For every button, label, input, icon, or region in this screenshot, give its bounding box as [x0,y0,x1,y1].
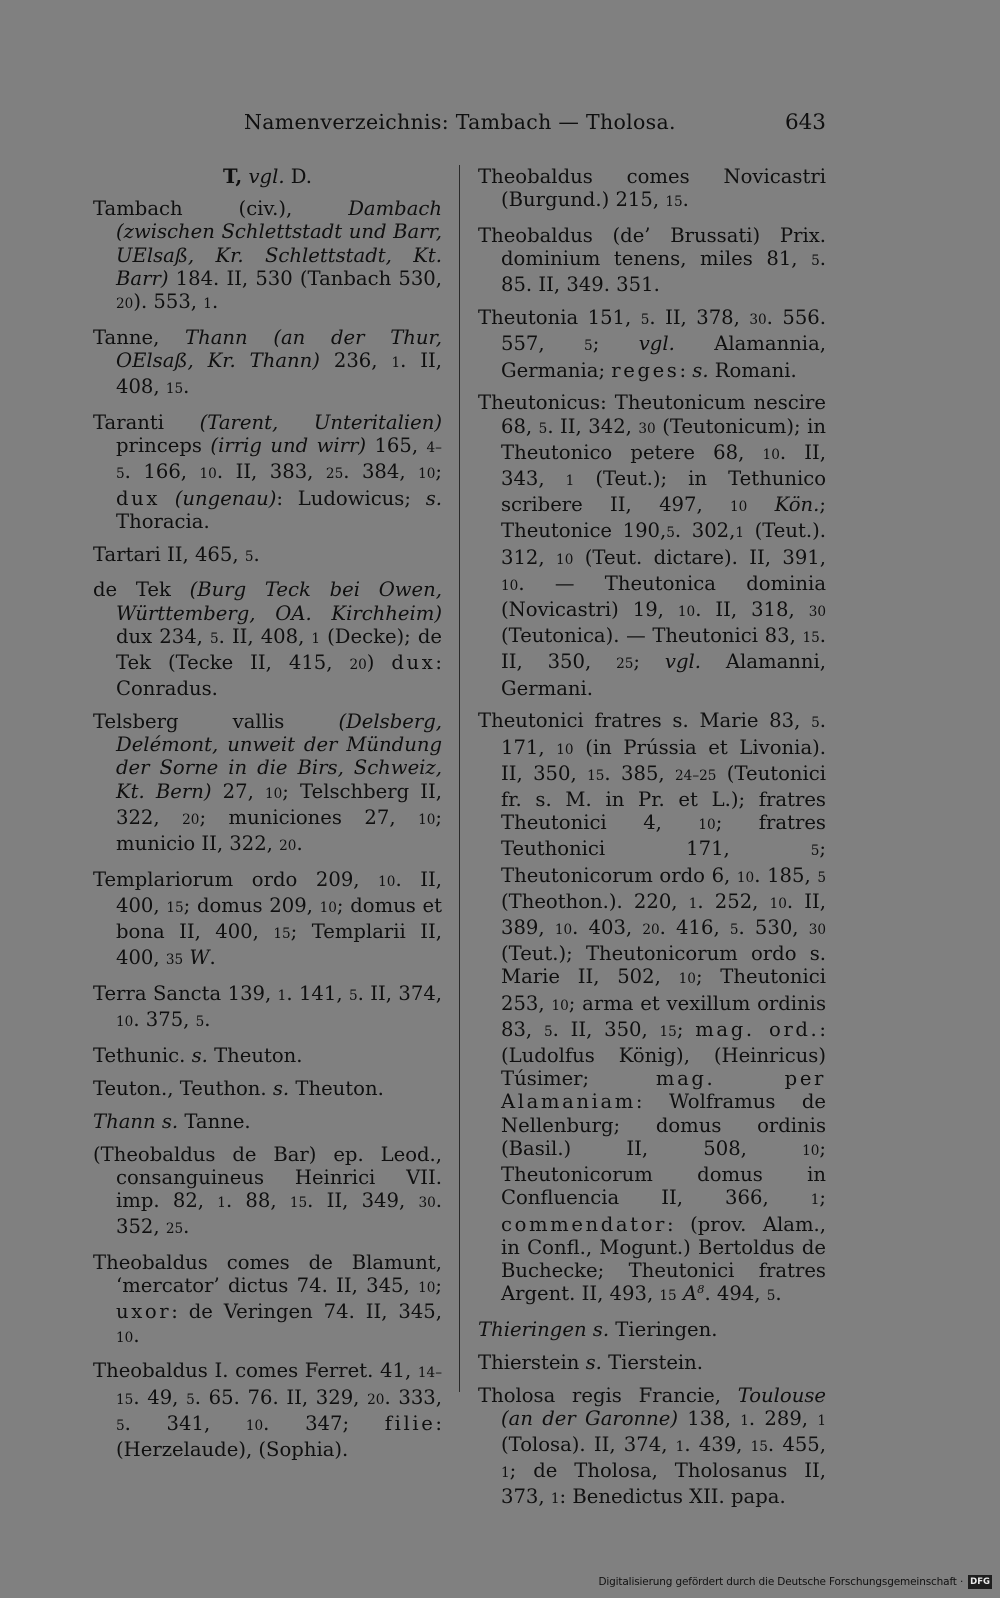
index-entry: Tethunic. s. Theuton. [93,1044,303,1068]
index-entry: Terra Sancta 139, 1. 141, 5. II, 374, 10. 375, 5. [93,982,443,1032]
index-entry: Theutonici fratres s. Marie 83, 5. 171, 10 (in Prússia et Livonia). II, 350, 15. 385, 24–25 (Teutonici fr. s. M. in Pr. et L.); fratres Theutonici 4, 10; fratres Teuthonici 171, 5; Theutonicorum ordo 6, 10. 185, 5 (Theothon.). 220, 1. 252, 10. II, 389, 10. 403, 20. 416, 5. 530, 30 (Teut.); Theutonicorum ordo s. Marie II, 502, 10; Theutonici 253, 10; arma et vexillum ordinis 83, 5. II, 350, 15; mag. ord.: (Ludolfus König), (Heinricus) Túsimer; mag. per Alamaniam: Wolframus de Nellenburg; domus ordinis (Basil.) II, 508, 10; Theutonicorum domus in Confluencia II, 366, 1; commendator: (prov. Alam., in Confl., Mogunt.) Bertoldus de Buchecke; Theutonici fratres Argent. II, 493, 15 $A^8$. 494, 5. [478,709,827,1306]
index-column-left [93,165,442,1471]
index-entry: Thierstein s. Tierstein. [478,1350,704,1374]
index-entry: (Theobaldus de Bar) ep. Leod., consanguineus Heinrici VII. imp. 82, 1. 88, 15. II, 349, 30. 352, 25. [93,1142,442,1239]
index-entry: Tambach (civ.), Dambach (zwischen Schlettstadt und Barr, UElsaß, Kr. Schlettstadt, Kt. Barr) 184. II, 530 (Tanbach 530, 20). 553, 1. [93,197,442,314]
index-entry: Thann s. Tanne. [93,1109,251,1133]
index-entry: Theutonia 151, 5. II, 378, 30. 556. 557, 5; vgl. Alamannia, Germania; reges: s. Romani. [478,306,826,382]
index-entry: Tholosa regis Francie, Toulouse (an der Garonne) 138, 1. 289, 1 (Tolosa). II, 374, 1. 439, 15. 455, 1; de Tholosa, Tholosanus II, 373, 1: Benedictus XII. papa. [478,1383,826,1509]
index-entry: Tartari II, 465, 5. [93,542,260,566]
index-entry: Teuton., Teuthon. s. Theuton. [93,1077,384,1101]
dfg-logo: DFG [970,1577,990,1587]
page-number: 643 [784,110,826,135]
index-entry: Telsberg vallis (Delsberg, Delémont, unweit der Mündung der Sorne in die Birs, Schweiz, Kt. Bern) 27, 10; Telschberg II, 322, 20; municiones 27, 10; municio II, 322, 20. [93,710,443,856]
index-column-right [478,165,826,1521]
index-entry: Theobaldus (de’ Brussati) Prix. dominium tenens, miles 81, 5. 85. II, 349. 351. [478,224,826,297]
index-entry: Theobaldus I. comes Ferret. 41, 14–15. 49, 5. 65. 76. II, 329, 20. 333, 5. 341, 10. 347; filie: (Herzelaude), (Sophia). [93,1359,443,1462]
running-header [244,110,826,142]
index-entry: Thieringen s. Tieringen. [478,1317,718,1341]
index-entry: Taranti (Tarent, Unteritalien) princeps (irrig und wirr) 165, 4–5. 166, 10. II, 383, 25. 384, 10; dux (ungenau): Ludowicus; s. Thoracia. [93,411,443,533]
running-title: Namenverzeichnis: Tambach — Tholosa. [244,110,676,134]
index-entry: Theobaldus comes Novicastri (Burgund.) 215, 15. [478,165,826,212]
index-entry: Tanne, Thann (an der Thur, OElsaß, Kr. Thann) 236, 1. II, 408, 15. [93,325,442,399]
index-entry: Templariorum ordo 209, 10. II, 400, 15; domus 209, 10; domus et bona II, 400, 15; Templarii II, 400, 35 W. [93,867,443,970]
index-entry: de Tek (Burg Teck bei Owen, Württemberg, OA. Kirchheim) dux 234, 5. II, 408, 1 (Decke); de Tek (Tecke II, 415, 20) dux: Conradus. [93,578,443,701]
index-entry: Theobaldus comes de Blamunt, ‘mercator’ dictus 74. II, 345, 10; uxor: de Veringen 74. II, 345, 10. [93,1251,442,1347]
footer [598,1574,992,1590]
letter-heading: T, vgl. D. [222,165,313,188]
footer-credit: Digitalisierung gefördert durch die Deutsche Forschungsgemeinschaft · [598,1576,964,1588]
column-divider [459,165,460,1392]
index-entry: Theutonicus: Theutonicum nescire 68, 5. II, 342, 30 (Teutonicum); in Theutonico petere 68, 10. II, 343, 1 (Teut.); in Tethunico scribere II, 497, 10 Kön.; Theutonice 190,5. 302,1 (Teut.). 312, 10 (Teut. dictare). II, 391, 10. — Theutonica dominia (Novicastri) 19, 10. II, 318, 30 (Teutonica). — Theutonici 83, 15. II, 350, 25; vgl. Alamanni, Germani. [478,391,827,700]
